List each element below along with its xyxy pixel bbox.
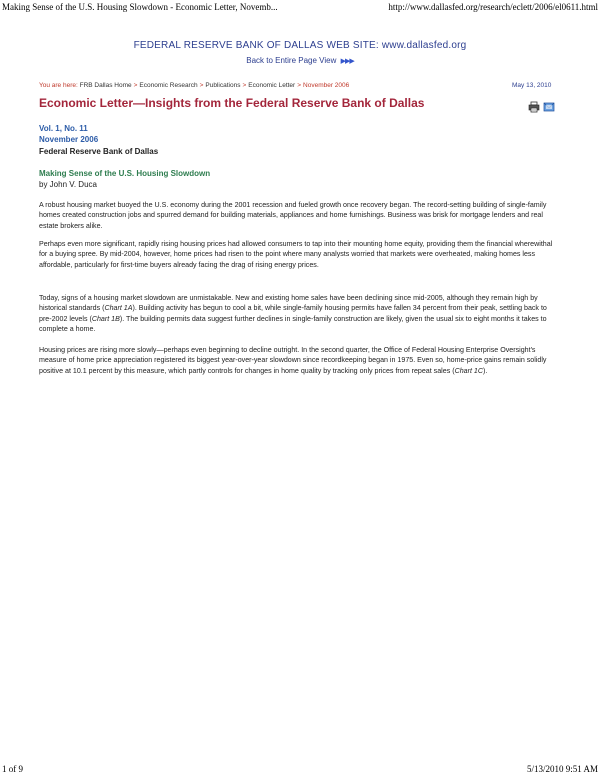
printer-icon[interactable] — [528, 100, 540, 112]
paragraph-3-text-a: Today, signs of a housing market slowdown are unmistakable. New and existing home sales have been declining since mid-2005, although they remain high by historical standards ( — [39, 294, 538, 313]
breadcrumb-separator: > — [297, 82, 302, 89]
print-timestamp: 5/13/2010 9:51 AM — [526, 764, 598, 774]
print-page-url: http://www.dallasfed.org/research/eclett/2006/el0611.html — [388, 2, 598, 12]
paragraph-2: Perhaps even more significant, rapidly rising housing prices had allowed consumers to tap into their mounting home equity, providing them the financial wherewithal for a buying spree. By mid-2004, however, home prices had risen to the point where many analysts worried that markets were overheated, making homes less affordable, particularly for first-time buyers already facing the drag of rising energy prices. — [39, 240, 553, 269]
article-title: Making Sense of the U.S. Housing Slowdown — [39, 169, 211, 178]
chart-1b-ref: Chart 1B — [91, 314, 120, 323]
breadcrumb-label: You are here: — [39, 82, 78, 89]
date-stamp: May 13, 2010 — [512, 82, 552, 89]
breadcrumb-separator: > — [242, 82, 247, 89]
print-footer — [2, 762, 598, 774]
tool-icons — [528, 100, 555, 112]
email-icon[interactable] — [543, 100, 555, 112]
triple-arrow-icon: ▶▶▶ — [340, 58, 354, 65]
paragraph-3 — [39, 293, 559, 335]
page-count: 1 of 9 — [2, 764, 23, 774]
paragraph-3-text-c: ). The building permits data suggest further declines in single-family construction are likely, given the usual six to eight months it takes to complete a home. — [39, 314, 547, 334]
breadcrumb-current: November 2006 — [303, 82, 350, 89]
article-byline: by John V. Duca — [39, 180, 97, 189]
breadcrumb-home[interactable]: FRB Dallas Home — [79, 82, 132, 89]
publisher-name: Federal Reserve Bank of Dallas — [39, 147, 159, 156]
issue-month: November 2006 — [39, 135, 99, 144]
volume-number: Vol. 1, No. 11 — [39, 124, 88, 133]
breadcrumb — [39, 82, 349, 89]
breadcrumb-separator: > — [133, 82, 138, 89]
breadcrumb-economic-research[interactable]: Economic Research — [139, 82, 198, 89]
print-header — [2, 2, 598, 14]
paragraph-4-text-a: Housing prices are rising more slowly—perhaps even beginning to decline outright. In the second quarter, the Office of Federal Housing Enterprise Oversight's measure of home price appreciation registered its biggest year-over-year slowdown since recordkeeping began in 1975. Even so, home-price gains remain solidly positive at 10.1 percent by this measure, which partly controls for changes in home quality by tracking only prices from repeat sales ( — [39, 346, 547, 375]
back-link-row — [0, 56, 600, 65]
back-to-page-view-link[interactable]: Back to Entire Page View — [246, 56, 337, 65]
chart-1c-ref: Chart 1C — [454, 366, 483, 375]
breadcrumb-economic-letter[interactable]: Economic Letter — [248, 82, 296, 89]
site-title: FEDERAL RESERVE BANK OF DALLAS WEB SITE: www.dallasfed.org — [133, 40, 467, 51]
paragraph-1: A robust housing market buoyed the U.S. economy during the 2001 recession and fueled growth once recovery began. The record-setting building of single-family homes created construction jobs and spurred demand for building materials, appliances and home furnishings. Business was brisk for mortgage lenders and real estate brokers alike. — [39, 201, 547, 230]
breadcrumb-publications[interactable]: Publications — [205, 82, 241, 89]
paragraph-4-text-b: ). — [482, 366, 488, 375]
letter-title: Economic Letter—Insights from the Federal Reserve Bank of Dallas — [39, 96, 425, 110]
paragraph-4 — [39, 345, 559, 376]
breadcrumb-separator: > — [199, 82, 204, 89]
paragraph-3-text-b: ). Building activity has begun to cool a bit, while single-family housing permits have fallen 34 percent from their peak, settling back to pre-2002 levels ( — [39, 304, 547, 323]
print-page-title: Making Sense of the U.S. Housing Slowdown - Economic Letter, Novemb... — [2, 2, 278, 12]
chart-1a-ref: Chart 1A — [104, 304, 133, 313]
